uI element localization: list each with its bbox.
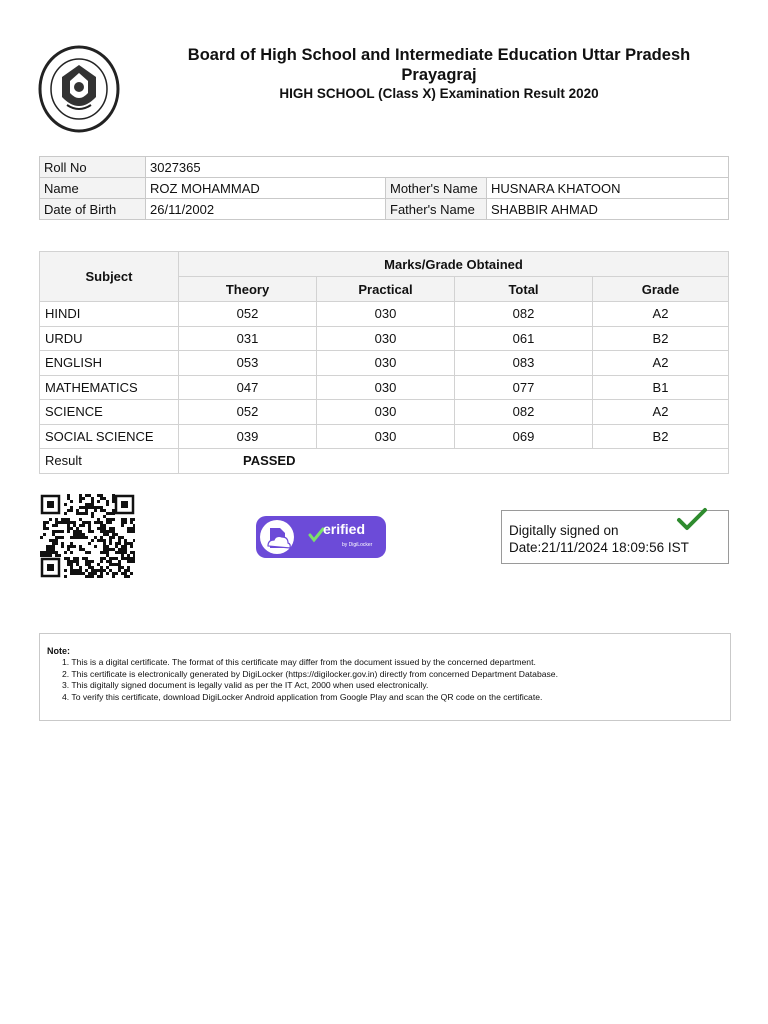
- table-row: [40, 424, 729, 449]
- note-item: 3. This digitally signed document is legally valid as per the IT Act, 2000 when used electronically.: [62, 680, 429, 690]
- subject-cell: SCIENCE: [40, 400, 179, 425]
- subject-cell: MATHEMATICS: [40, 375, 179, 400]
- roll-label: Roll No: [40, 157, 146, 178]
- verified-text: erified: [323, 521, 366, 537]
- table-row: [40, 375, 729, 400]
- theory-header: Theory: [179, 277, 317, 302]
- subject-header: Subject: [40, 252, 179, 302]
- verified-by-digilocker-badge: [256, 516, 386, 558]
- subject-cell: HINDI: [40, 302, 179, 327]
- grade-cell: A2: [593, 400, 729, 425]
- name-label: Name: [40, 178, 146, 199]
- practical-cell: 030: [317, 326, 455, 351]
- total-cell: 082: [455, 400, 593, 425]
- father-value: SHABBIR AHMAD: [487, 199, 729, 220]
- practical-cell: 030: [317, 424, 455, 449]
- table-row: [40, 400, 729, 425]
- grade-cell: A2: [593, 302, 729, 327]
- result-row: [40, 449, 729, 474]
- mother-value: HUSNARA KHATOON: [487, 178, 729, 199]
- note-list: [62, 657, 722, 703]
- practical-cell: 030: [317, 375, 455, 400]
- marks-group-header: Marks/Grade Obtained: [179, 252, 729, 277]
- total-cell: 061: [455, 326, 593, 351]
- total-cell: 069: [455, 424, 593, 449]
- signature-line-1: Digitally signed on: [509, 523, 619, 538]
- total-cell: 083: [455, 351, 593, 376]
- father-label: Father's Name: [386, 199, 487, 220]
- theory-cell: 039: [179, 424, 317, 449]
- total-header: Total: [455, 277, 593, 302]
- grade-cell: B2: [593, 326, 729, 351]
- document-cloud-icon: [260, 520, 294, 554]
- qr-code[interactable]: [40, 494, 135, 578]
- mother-label: Mother's Name: [386, 178, 487, 199]
- subject-cell: SOCIAL SCIENCE: [40, 424, 179, 449]
- dob-label: Date of Birth: [40, 199, 146, 220]
- note-box: [39, 633, 731, 721]
- result-value: PASSED: [179, 449, 729, 474]
- signature-date: Date:21/11/2024 18:09:56 IST: [509, 540, 689, 555]
- theory-cell: 052: [179, 400, 317, 425]
- grade-cell: A2: [593, 351, 729, 376]
- student-info-table: [39, 156, 729, 220]
- roll-value: 3027365: [146, 157, 729, 178]
- total-cell: 077: [455, 375, 593, 400]
- note-title: Note:: [47, 646, 70, 656]
- name-row: [40, 178, 729, 199]
- note-item: 2. This certificate is electronically generated by DigiLocker (https://digilocker.gov.in) directly from concerned Department Database.: [62, 668, 558, 679]
- subject-cell: URDU: [40, 326, 179, 351]
- practical-cell: 030: [317, 302, 455, 327]
- dob-value: 26/11/2002: [146, 199, 386, 220]
- result-label: Result: [40, 449, 179, 474]
- board-title: Board of High School and Intermediate Education Uttar Pradesh Prayagraj: [187, 46, 691, 84]
- note-item: 4. To verify this certificate, download DigiLocker Android application from Google Play and scan the QR code on the certificate.: [62, 691, 543, 702]
- grade-cell: B1: [593, 375, 729, 400]
- marks-table: [39, 251, 729, 474]
- table-row: [40, 326, 729, 351]
- practical-header: Practical: [317, 277, 455, 302]
- roll-row: [40, 157, 729, 178]
- digital-signature-box[interactable]: [501, 510, 729, 564]
- table-row: [40, 302, 729, 327]
- board-seal-logo: [38, 45, 120, 133]
- exam-title: HIGH SCHOOL (Class X) Examination Result 2020: [279, 86, 599, 101]
- name-value: ROZ MOHAMMAD: [146, 178, 386, 199]
- subject-cell: ENGLISH: [40, 351, 179, 376]
- theory-cell: 047: [179, 375, 317, 400]
- theory-cell: 052: [179, 302, 317, 327]
- verified-subtext: by DigiLocker: [342, 542, 373, 548]
- note-item: 1. This is a digital certificate. The format of this certificate may differ from the document issued by the concerned department.: [62, 657, 536, 667]
- practical-cell: 030: [317, 351, 455, 376]
- check-icon: [676, 507, 708, 531]
- dob-row: [40, 199, 729, 220]
- total-cell: 082: [455, 302, 593, 327]
- theory-cell: 053: [179, 351, 317, 376]
- grade-cell: B2: [593, 424, 729, 449]
- grade-header: Grade: [593, 277, 729, 302]
- practical-cell: 030: [317, 400, 455, 425]
- theory-cell: 031: [179, 326, 317, 351]
- table-row: [40, 351, 729, 376]
